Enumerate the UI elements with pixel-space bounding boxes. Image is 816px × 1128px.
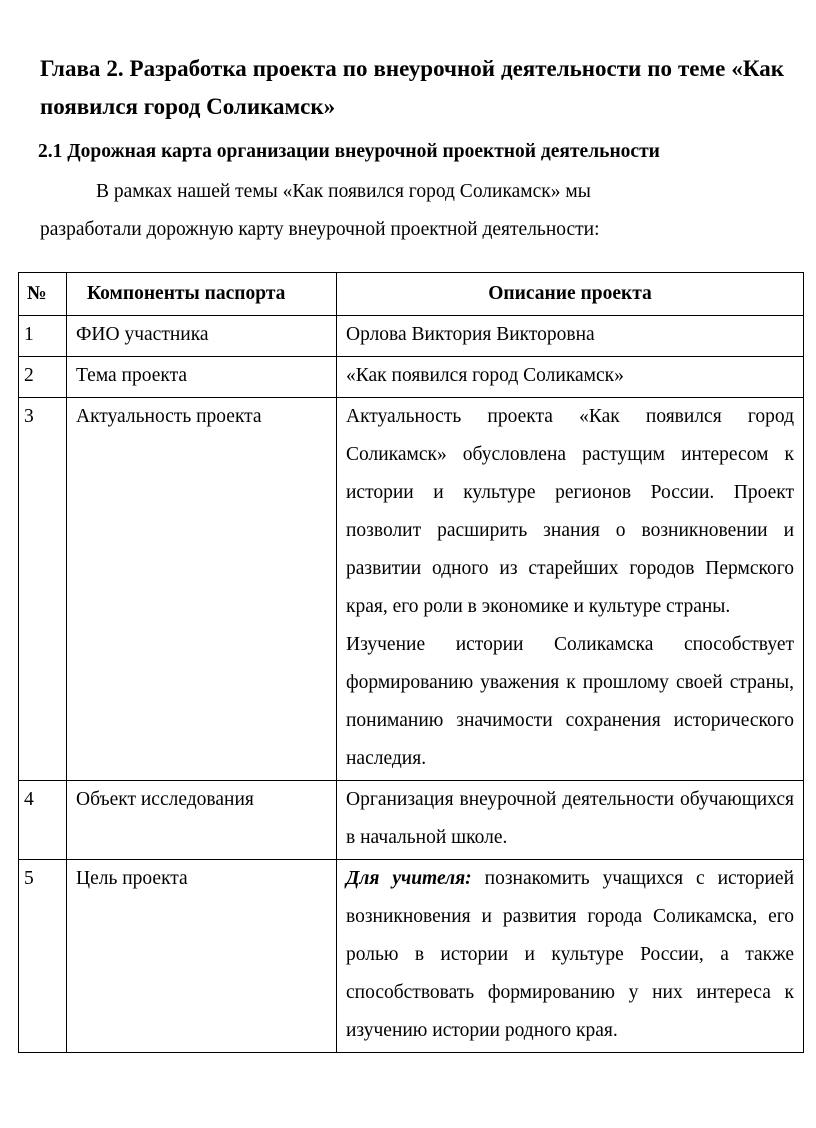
- row-description: [337, 398, 804, 781]
- table-row: [19, 316, 804, 357]
- row-num: 4: [19, 781, 67, 860]
- row-description: «Как появился город Соликамск»: [337, 357, 804, 398]
- goal-lead-label: Для учителя:: [346, 868, 472, 889]
- table-row: [19, 860, 804, 1053]
- row-num: 3: [19, 398, 67, 781]
- table-row: [19, 781, 804, 860]
- goal-text: познакомить учащихся с историей возникновения и развития города Соликамска, его ролью в истории и культуре России, а также способствовать формированию у них интереса к изучению истории родного края.: [346, 868, 795, 1041]
- row-num: 2: [19, 357, 67, 398]
- row-component: Объект исследования: [67, 781, 337, 860]
- row-description: Организация внеурочной деятельности обучающихся в начальной школе.: [337, 781, 804, 860]
- table-header-row: [19, 273, 804, 316]
- intro-line-2: разработали дорожную карту внеурочной проектной деятельности:: [40, 219, 600, 240]
- header-num: №: [19, 273, 67, 316]
- row-component: Актуальность проекта: [67, 398, 337, 781]
- project-passport-table: [18, 272, 804, 1053]
- description-paragraph: Изучение истории Соликамска способствует формированию уважения к прошлому своей страны, пониманию значимости сохранения исторического наследия.: [346, 634, 794, 769]
- table-row: [19, 357, 804, 398]
- row-component: Цель проекта: [67, 860, 337, 1053]
- intro-line-1: В рамках нашей темы «Как появился город Соликамск» мы: [96, 181, 591, 202]
- row-description: Орлова Виктория Викторовна: [337, 316, 804, 357]
- row-num: 5: [19, 860, 67, 1053]
- row-component: Тема проекта: [67, 357, 337, 398]
- header-description: Описание проекта: [337, 273, 804, 316]
- table-row: [19, 398, 804, 781]
- row-description: [337, 860, 804, 1053]
- description-paragraph: Актуальность проекта «Как появился город Соликамск» обусловлена растущим интересом к истории и культуре регионов России. Проект позволит расширить знания о возникновении и развитии одного из старейших городов Пермского края, его роли в экономике и культуре страны.: [346, 406, 794, 617]
- row-component: ФИО участника: [67, 316, 337, 357]
- row-num: 1: [19, 316, 67, 357]
- section-title: 2.1 Дорожная карта организации внеурочной проектной деятельности: [38, 141, 660, 162]
- chapter-title: Глава 2. Разработка проекта по внеурочной деятельности по теме «Как появился город Соликамск»: [40, 56, 784, 119]
- intro-paragraph: [40, 173, 784, 249]
- header-component: Компоненты паспорта: [67, 273, 337, 316]
